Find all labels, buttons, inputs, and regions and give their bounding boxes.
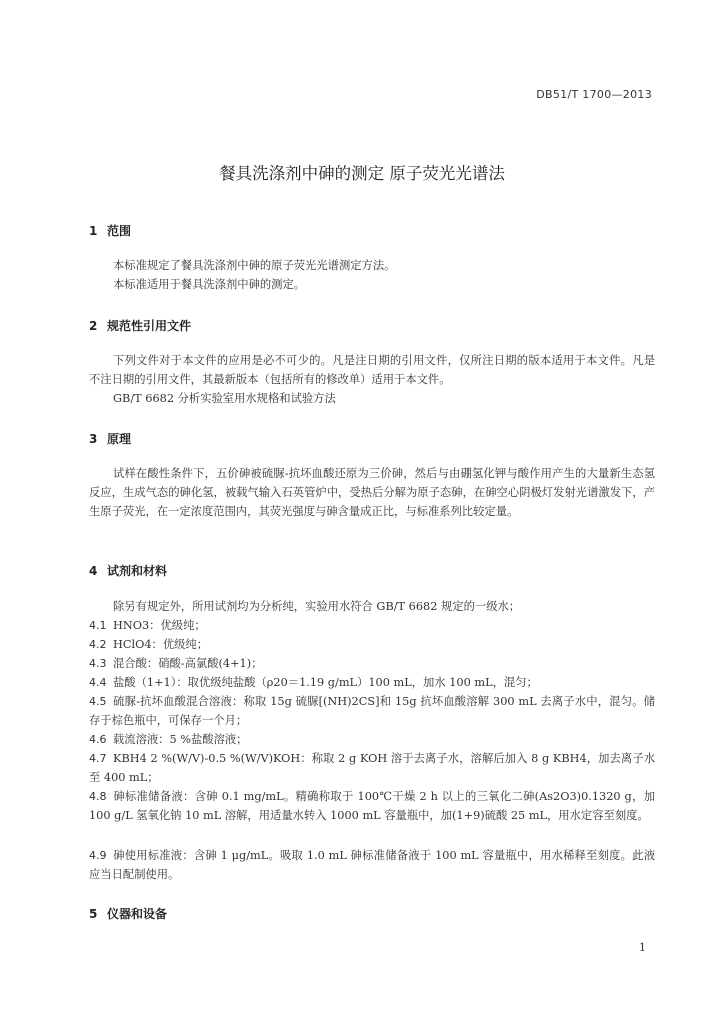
item-text: 砷使用标准液：含砷 1 μg/mL。吸取 1.0 mL 砷标准储备液于 100 mL 容量瓶中，用水稀释至刻度。此液应当日配制使用。: [89, 849, 655, 881]
list-item: [89, 673, 655, 692]
page-number: 1: [639, 941, 646, 954]
item-text: 盐酸（1+1）：取优级纯盐酸（ρ20＝1.19 g/mL）100 mL，加水 100 mL，混匀；: [113, 676, 538, 689]
section-title: 原理: [107, 432, 132, 446]
item-text: HNO3：优级纯；: [113, 619, 206, 632]
item-number: 4.1: [89, 619, 107, 632]
section-heading-5: [89, 905, 167, 922]
item-number: 4.6: [89, 733, 107, 746]
list-item: [89, 616, 655, 635]
item-number: 4.7: [89, 752, 107, 765]
item-number: 4.8: [89, 790, 107, 803]
item-text: 混合酸：硝酸-高氯酸(4+1)；: [113, 657, 263, 670]
item-text: 载流溶液：5 %盐酸溶液；: [113, 733, 248, 746]
list-item: [89, 749, 655, 787]
list-item: [89, 846, 655, 884]
item-number: 4.4: [89, 676, 107, 689]
section-heading-3: [89, 430, 131, 447]
section-title: 试剂和材料: [107, 564, 168, 578]
paragraph: 本标准规定了餐具洗涤剂中砷的原子荧光光谱测定方法。: [113, 259, 396, 272]
list-item: [89, 692, 655, 730]
section-heading-2: [89, 317, 191, 334]
list-item: [89, 730, 655, 749]
item-number: 4.3: [89, 657, 107, 670]
section-number: 1: [89, 224, 98, 238]
section-number: 4: [89, 564, 98, 578]
section-number: 3: [89, 432, 98, 446]
item-number: 4.9: [89, 849, 107, 862]
item-text: 硫脲-抗坏血酸混合溶液：称取 15g 硫脲[(NH)2CS]和 15g 抗坏血酸溶解 300 mL 去离子水中，混匀。储存于棕色瓶中，可保存一个月；: [89, 695, 655, 727]
section-number: 5: [89, 907, 98, 921]
section-title: 范围: [107, 224, 132, 238]
section-heading-1: [89, 222, 131, 239]
section-number: 2: [89, 319, 98, 333]
paragraph: 本标准适用于餐具洗涤剂中砷的测定。: [113, 278, 306, 291]
item-text: HClO4：优级纯；: [113, 638, 209, 651]
list-item: [89, 787, 655, 825]
item-number: 4.2: [89, 638, 107, 651]
section-title: 仪器和设备: [107, 907, 168, 921]
list-item: [89, 635, 655, 654]
section-title: 规范性引用文件: [107, 319, 192, 333]
section-heading-4: [89, 562, 167, 579]
item-text: 砷标准储备液：含砷 0.1 mg/mL。精确称取于 100℃干燥 2 h 以上的三氧化二砷(As2O3)0.1320 g，加 100 g/L 氢氧化钠 10 mL 溶解，用适量水转入 1000 mL 容量瓶中，加(1+9)硫酸 25 mL，用水定容至刻度。: [89, 790, 655, 822]
paragraph: GB/T 6682 分析实验室用水规格和试验方法: [113, 392, 336, 405]
paragraph: 下列文件对于本文件的应用是必不可少的。凡是注日期的引用文件，仅所注日期的版本适用于本文件。凡是不注日期的引用文件，其最新版本（包括所有的修改单）适用于本文件。: [89, 354, 655, 386]
standard-code: DB51/T 1700—2013: [536, 88, 652, 101]
document-title: 餐具洗涤剂中砷的测定 原子荧光光谱法: [219, 164, 505, 183]
paragraph: 除另有规定外，所用试剂均为分析纯，实验用水符合 GB/T 6682 规定的一级水；: [113, 600, 521, 613]
list-item: [89, 654, 655, 673]
item-text: KBH4 2 %(W/V)-0.5 %(W/V)KOH：称取 2 g KOH 溶于去离子水，溶解后加入 8 g KBH4，加去离子水至 400 mL；: [89, 752, 655, 784]
item-number: 4.5: [89, 695, 107, 708]
paragraph: 试样在酸性条件下，五价砷被硫脲-抗坏血酸还原为三价砷，然后与由硼氢化钾与酸作用产生的大量新生态氢反应，生成气态的砷化氢，被载气输入石英管炉中，受热后分解为原子态砷，在砷空心阴极灯发射光谱激发下，产生原子荧光，在一定浓度范围内，其荧光强度与砷含量成正比，与标准系列比较定量。: [89, 467, 655, 518]
